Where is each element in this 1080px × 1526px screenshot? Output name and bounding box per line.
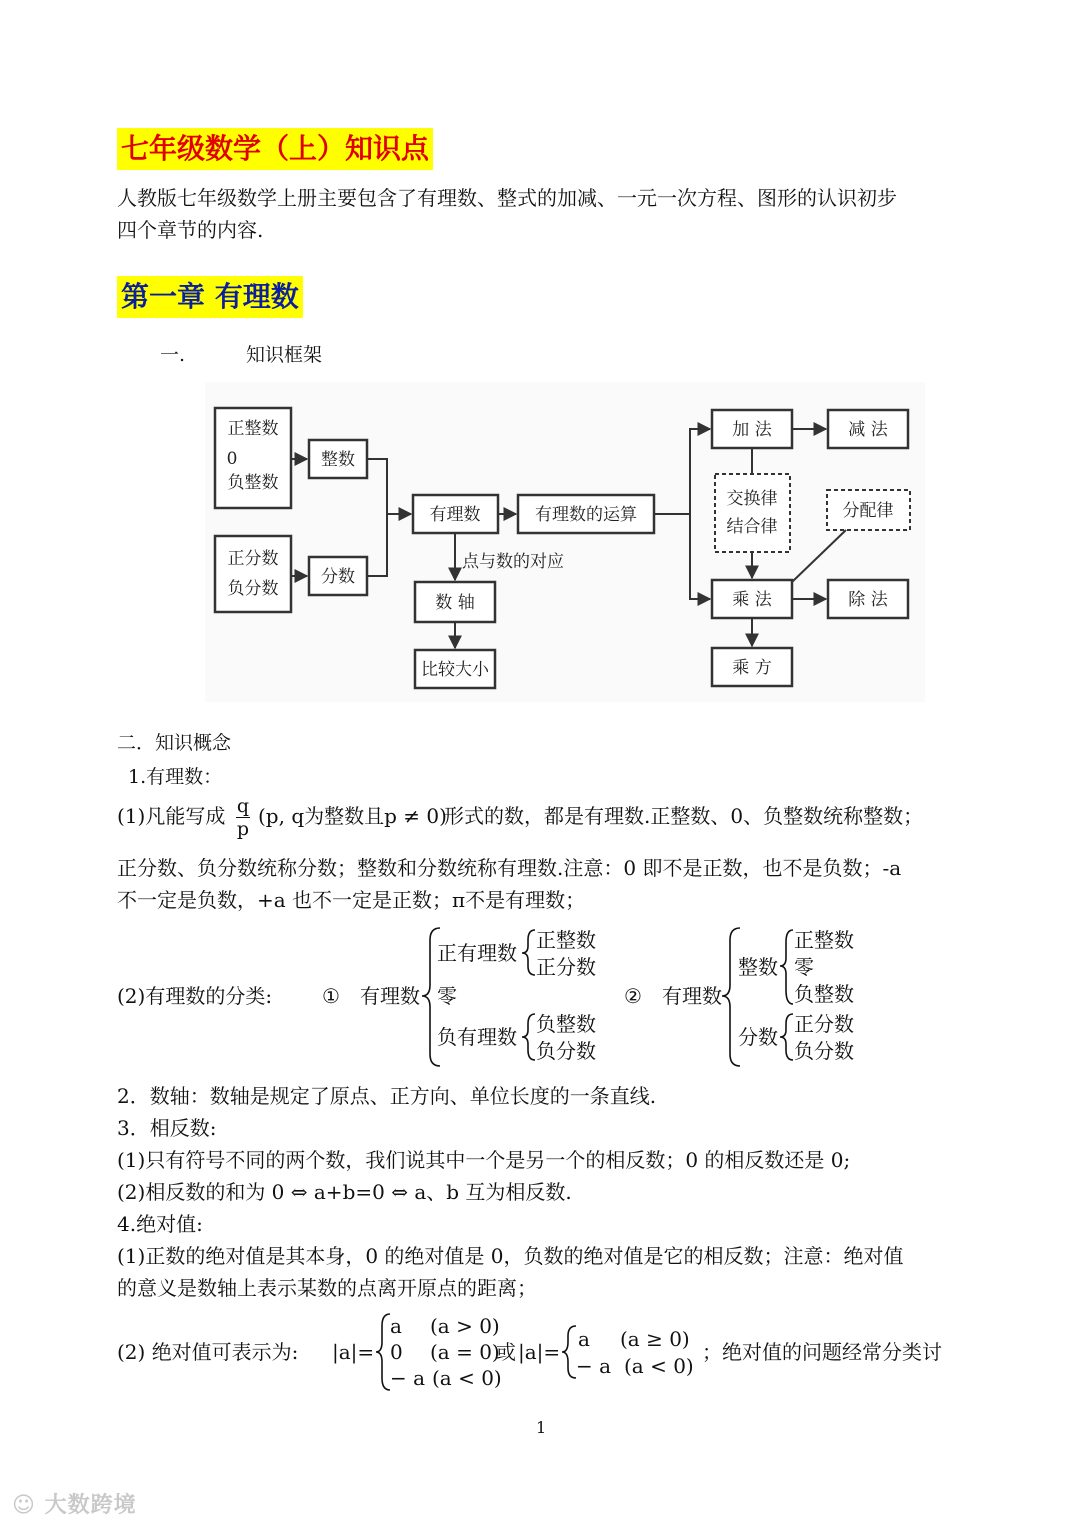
abs-lhs-1: |a|= <box>332 1340 375 1364</box>
item4-p1-line2: 的意义是数轴上表示某数的点离开原点的距离； <box>117 1276 537 1300</box>
classification-2-root: 有理数 <box>662 984 722 1008</box>
abs-case1-row3-cond: (a < 0) <box>432 1366 502 1390</box>
abs-case2-row2-value: − a <box>576 1354 612 1378</box>
label-point-number: 点与数的对应 <box>462 552 564 572</box>
class1-negative-rational: 负有理数 <box>437 1025 517 1049</box>
abs-case1-row2-cond: (a = 0) <box>430 1340 500 1364</box>
class2-integer: 整数 <box>738 955 778 979</box>
section-title-concepts: 二．知识概念 <box>117 732 232 754</box>
abs-case2-row2-cond: (a < 0) <box>624 1354 694 1378</box>
item4-p2-post: ；绝对值的问题经常分类讨 <box>702 1340 942 1364</box>
chapter-title: 第一章 有理数 <box>117 276 303 318</box>
page-number: 1 <box>536 1418 547 1437</box>
item1-p1-post: 形式的数，都是有理数.正整数、0、负整数统称整数； <box>444 804 924 828</box>
label-compare: 比较大小 <box>421 660 489 680</box>
item1-line-3: 不一定是负数，+a 也不一定是正数；π不是有理数； <box>117 888 586 912</box>
label-associative: 结合律 <box>726 517 778 537</box>
label-negative-fraction: 负分数 <box>227 579 279 599</box>
classification-label: (2)有理数的分类: <box>117 984 273 1008</box>
item4-p2-label: (2) 绝对值可表示为: <box>117 1340 299 1364</box>
classification-1-marker: ① <box>322 984 340 1008</box>
fraction-denominator: p <box>236 818 250 840</box>
label-fraction: 分数 <box>321 567 355 587</box>
item3-p1: (1)只有符号不同的两个数，我们说其中一个是另一个的相反数；0 的相反数还是 0; <box>117 1148 851 1172</box>
abs-case1-row2-value: 0 <box>390 1340 403 1364</box>
abs-case1-row1-cond: (a > 0) <box>430 1314 500 1338</box>
watermark-icon: ☺ <box>12 1493 45 1518</box>
class1-positive-integer: 正整数 <box>536 928 596 952</box>
abs-case2-row1-value: a <box>578 1327 590 1351</box>
class2-negative-fraction: 负分数 <box>794 1039 854 1063</box>
item4-title: 4.绝对值: <box>117 1212 203 1236</box>
label-positive-integer: 正整数 <box>227 419 279 439</box>
item3-p2: (2)相反数的和为 0 ⇔ a+b=0 ⇔ a、b 互为相反数. <box>117 1180 572 1204</box>
label-integer: 整数 <box>321 450 355 470</box>
class2-zero: 零 <box>794 955 814 979</box>
abs-case2-row1-cond: (a ≥ 0) <box>620 1327 690 1351</box>
class2-positive-fraction: 正分数 <box>794 1012 854 1036</box>
document-title: 七年级数学（上）知识点 <box>117 128 433 170</box>
label-commutative: 交换律 <box>726 489 778 509</box>
class1-positive-fraction: 正分数 <box>536 955 596 979</box>
label-operation: 有理数的运算 <box>535 505 637 525</box>
intro-line-2: 四个章节的内容. <box>117 218 264 242</box>
label-positive-fraction: 正分数 <box>227 549 279 569</box>
class2-fraction: 分数 <box>738 1025 778 1049</box>
label-rational: 有理数 <box>429 505 481 525</box>
label-distributive: 分配律 <box>842 501 894 521</box>
label-power: 乘 方 <box>732 658 772 678</box>
watermark-text: 大数跨境 <box>44 1493 137 1518</box>
classification-1-root: 有理数 <box>360 984 420 1008</box>
class2-negative-integer: 负整数 <box>794 982 854 1006</box>
label-sub: 减 法 <box>848 420 888 440</box>
abs-case1-row3-value: − a <box>390 1366 426 1390</box>
label-numberline: 数 轴 <box>435 593 475 613</box>
label-mul: 乘 法 <box>732 590 772 610</box>
label-zero: 0 <box>226 449 238 469</box>
section-number: 一. <box>160 344 186 366</box>
class2-positive-integer: 正整数 <box>794 928 854 952</box>
abs-case1-row1-value: a <box>390 1314 402 1338</box>
item4-p1-line1: (1)正数的绝对值是其本身，0 的绝对值是 0，负数的绝对值是它的相反数；注意：绝对值 <box>117 1244 904 1268</box>
label-negative-integer: 负整数 <box>227 473 279 493</box>
class1-positive-rational: 正有理数 <box>437 941 517 965</box>
abs-or: 或 <box>496 1340 516 1364</box>
abs-lhs-2: |a|= <box>518 1340 561 1364</box>
watermark <box>12 1488 137 1519</box>
classification-2-marker: ② <box>624 984 642 1008</box>
item3-title: 3．相反数: <box>117 1116 217 1140</box>
item1-title: 1.有理数： <box>128 766 223 788</box>
item1-p1-condition: (p, q为整数且p ≠ 0) <box>258 804 447 828</box>
class1-negative-integer: 负整数 <box>536 1012 596 1036</box>
class1-negative-fraction: 负分数 <box>536 1039 596 1063</box>
class1-zero: 零 <box>437 984 457 1008</box>
item1-p1-pre: (1)凡能写成 <box>117 804 226 828</box>
fraction-numerator: q <box>236 795 250 817</box>
item2-number-line: 2．数轴：数轴是规定了原点、正方向、单位长度的一条直线. <box>117 1084 657 1108</box>
intro-line-1: 人教版七年级数学上册主要包含了有理数、整式的加减、一元一次方程、图形的认识初步 <box>117 186 897 210</box>
section-title-framework: 知识框架 <box>246 344 323 366</box>
item1-line-2: 正分数、负分数统称分数；整数和分数统称有理数.注意：0 即不是正数，也不是负数；-a <box>117 856 902 880</box>
label-add: 加 法 <box>732 420 772 440</box>
label-div: 除 法 <box>848 590 888 610</box>
